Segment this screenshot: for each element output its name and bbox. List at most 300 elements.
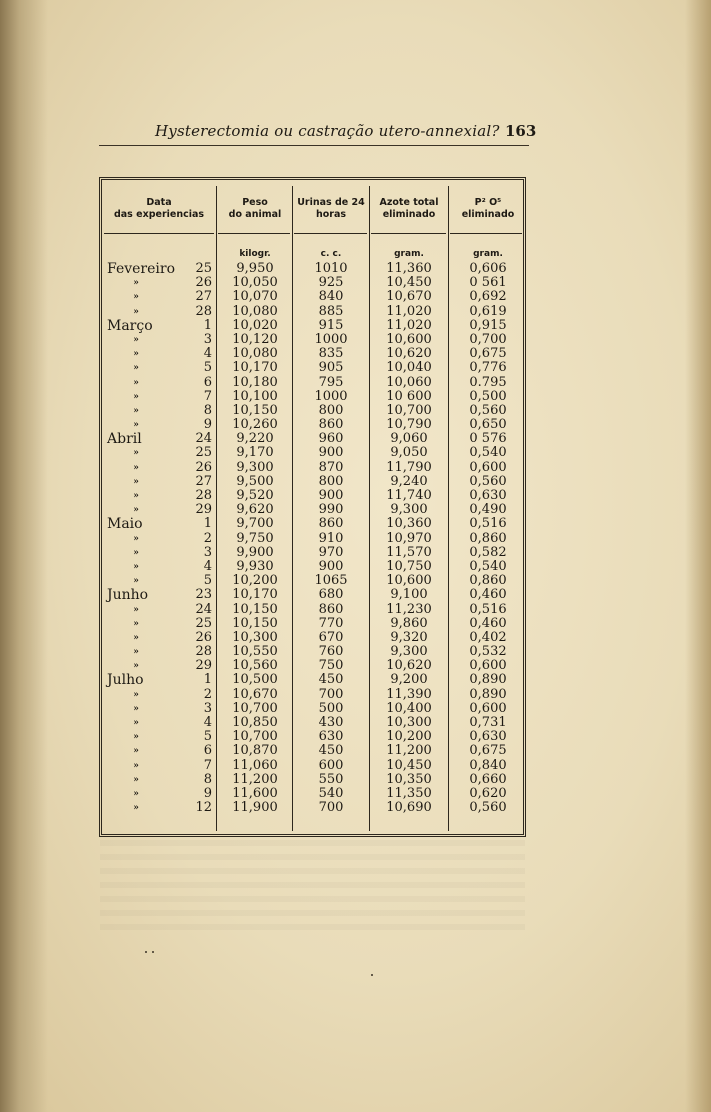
table-cell-peso: 11,900 [232,800,278,816]
table-row [0,688,711,702]
table-cell-azote: 9,300 [390,502,428,518]
table-cell-ditto: » [133,278,139,289]
table-cell-urinas: 670 [318,629,344,645]
table-cell-month: Julho [107,672,144,689]
table-cell-urinas: 860 [318,516,344,532]
table-cell-day: 25 [195,261,212,276]
table-cell-day: 7 [203,757,212,773]
table-row [0,574,711,588]
table-cell-ditto: » [133,561,139,572]
table-cell-day: 28 [195,303,212,319]
table-cell-peso: 10,550 [232,644,278,660]
table-cell-azote: 9,320 [390,629,428,645]
column-header-line: eliminado [461,209,515,220]
paper-speck [371,974,373,976]
column-header-line: do animal [228,209,282,220]
table-cell-ditto: » [133,363,139,374]
table-cell-ditto: » [133,420,139,431]
table-body [0,262,711,815]
table-cell-urinas: 700 [318,686,344,702]
table-cell-day: 28 [195,644,212,660]
table-cell-p2o5: 0,620 [469,785,507,801]
table-cell-peso: 9,750 [236,530,274,546]
table-cell-day: 6 [203,743,212,759]
column-header-p2o5 [450,197,526,221]
table-cell-peso: 9,950 [236,261,274,276]
table-cell-azote: 11,360 [386,261,432,276]
table-cell-p2o5: 0,582 [469,544,507,560]
table-cell-peso: 10,260 [232,417,278,433]
paper-speck [145,951,147,953]
table-cell-ditto: » [133,774,139,785]
table-cell-azote: 9,050 [390,445,428,461]
table-row [0,290,711,304]
table-row [0,631,711,645]
header-underline [104,233,214,234]
table-row [0,446,711,460]
table-cell-p2o5: 0,600 [469,658,507,674]
table-cell-azote: 10,450 [386,757,432,773]
table-cell-p2o5: 0,630 [469,729,507,745]
table-cell-azote: 11,790 [386,459,432,475]
unit-azote: gram. [394,249,424,259]
table-cell-p2o5: 0,860 [469,530,507,546]
table-row [0,773,711,787]
header-underline [371,233,446,234]
table-cell-urinas: 450 [318,672,344,688]
table-row [0,276,711,290]
table-cell-peso: 9,520 [236,488,274,503]
table-cell-p2o5: 0,490 [469,502,507,518]
table-row [0,603,711,617]
table-cell-azote: 10,600 [386,573,432,589]
table-cell-peso: 9,300 [236,459,274,475]
table-cell-day: 5 [203,573,212,589]
table-cell-azote: 10,670 [386,289,432,305]
table-row [0,503,711,517]
table-cell-day: 3 [203,331,212,347]
table-cell-urinas: 1000 [314,388,348,404]
table-cell-ditto: » [133,647,139,658]
column-header-line: Azote total [379,197,439,208]
column-header-line: Urinas de 24 [297,197,365,208]
table-cell-p2o5: 0,500 [469,388,507,404]
table-cell-peso: 10,150 [232,615,278,631]
table-cell-day: 24 [195,431,212,447]
table-cell-day: 8 [203,402,212,418]
table-row [0,333,711,347]
table-cell-p2o5: 0,731 [469,715,507,730]
column-header-line: das experiencias [113,209,205,220]
table-cell-ditto: » [133,505,139,516]
unit-p2o5: gram. [473,249,503,259]
column-header-data [104,197,214,221]
table-cell-peso: 10,850 [232,715,278,730]
table-cell-ditto: » [133,746,139,757]
table-row [0,517,711,531]
table-cell-day: 26 [195,629,212,645]
table-cell-p2o5: 0,890 [469,672,507,688]
table-cell-peso: 11,200 [232,771,278,787]
table-cell-urinas: 835 [318,346,344,362]
table-row [0,702,711,716]
table-cell-urinas: 870 [318,459,344,475]
table-cell-urinas: 990 [318,502,344,518]
table-cell-peso: 10,100 [232,388,278,404]
table-row [0,716,711,730]
table-cell-azote: 9,100 [390,587,428,603]
table-cell-ditto: » [133,803,139,814]
table-cell-p2o5: 0,560 [469,402,507,418]
table-cell-urinas: 800 [318,402,344,418]
table-cell-azote: 10 600 [386,388,432,404]
table-cell-peso: 9,900 [236,544,274,560]
table-cell-p2o5: 0,460 [469,615,507,631]
table-cell-urinas: 1010 [314,261,348,276]
header-underline [450,233,522,234]
table-cell-day: 27 [195,289,212,305]
table-cell-month: Maio [107,516,143,533]
table-cell-azote: 10,350 [386,771,432,787]
table-cell-urinas: 540 [318,785,344,801]
table-cell-p2o5: 0,776 [469,360,507,376]
table-cell-urinas: 925 [318,275,344,291]
table-cell-peso: 10,700 [232,700,278,716]
table-cell-day: 5 [203,729,212,745]
table-cell-azote: 9,240 [390,473,428,489]
table-cell-peso: 10,150 [232,601,278,617]
table-cell-p2o5: 0,606 [469,261,507,276]
table-cell-urinas: 1065 [314,573,348,589]
unit-urinas: c. c. [320,249,342,259]
table-cell-azote: 10,040 [386,360,432,376]
table-cell-azote: 10,620 [386,346,432,362]
table-cell-ditto: » [133,533,139,544]
table-cell-urinas: 900 [318,445,344,461]
table-cell-ditto: » [133,576,139,587]
table-cell-day: 29 [195,658,212,674]
table-row [0,361,711,375]
table-cell-p2o5: 0,630 [469,488,507,503]
table-cell-p2o5: 0,540 [469,445,507,461]
table-row [0,673,711,687]
table-cell-urinas: 860 [318,417,344,433]
table-cell-p2o5: 0,516 [469,516,507,532]
table-cell-ditto: » [133,732,139,743]
table-cell-p2o5: 0,915 [469,317,507,333]
table-cell-ditto: » [133,292,139,303]
table-cell-azote: 10,750 [386,558,432,574]
table-cell-day: 12 [195,800,212,816]
table-row [0,546,711,560]
table-cell-ditto: » [133,760,139,771]
table-cell-azote: 11,350 [386,785,432,801]
table-cell-peso: 10,180 [232,374,278,390]
table-cell-peso: 10,080 [232,303,278,319]
show-through-text [100,840,525,930]
table-cell-ditto: » [133,491,139,501]
table-cell-ditto: » [133,547,139,558]
table-cell-p2o5: 0,650 [469,417,507,433]
table-cell-urinas: 800 [318,473,344,489]
table-cell-ditto: » [133,689,139,700]
table-cell-urinas: 750 [318,658,344,674]
table-cell-azote: 10,690 [386,800,432,816]
table-cell-peso: 10,870 [232,743,278,759]
table-cell-azote: 11,020 [386,317,432,333]
table-cell-ditto: » [133,632,139,643]
table-cell-urinas: 905 [318,360,344,376]
table-cell-azote: 9,060 [390,431,428,447]
table-cell-peso: 10,560 [232,658,278,674]
table-cell-month: Março [107,317,153,334]
table-cell-day: 1 [203,516,212,532]
column-header-line: eliminado [382,209,436,220]
table-cell-azote: 10,360 [386,516,432,532]
table-row [0,418,711,432]
table-cell-p2o5: 0 561 [469,275,507,291]
table-cell-day: 3 [203,544,212,560]
column-header-line: P² O⁵ [474,197,502,208]
table-cell-urinas: 1000 [314,331,348,347]
table-cell-azote: 11,390 [386,686,432,702]
column-header-line: Peso [242,197,268,208]
unit-peso: kilogr. [239,249,271,259]
table-cell-azote: 10,300 [386,715,432,730]
table-row [0,262,711,276]
table-row [0,659,711,673]
table-cell-day: 26 [195,275,212,291]
table-cell-day: 24 [195,601,212,617]
table-cell-p2o5: 0,675 [469,743,507,759]
header-underline [294,233,367,234]
table-row [0,617,711,631]
table-cell-ditto: » [133,448,139,459]
column-header-line: horas [315,209,347,220]
table-row [0,404,711,418]
table-cell-urinas: 885 [318,303,344,319]
table-cell-urinas: 860 [318,601,344,617]
table-row [0,489,711,503]
table-cell-azote: 9,200 [390,672,428,688]
table-cell-peso: 9,620 [236,502,274,518]
table-cell-day: 27 [195,473,212,489]
table-cell-ditto: » [133,618,139,629]
table-cell-urinas: 630 [318,729,344,745]
column-header-azote [370,197,448,221]
table-cell-urinas: 500 [318,700,344,716]
table-row [0,305,711,319]
table-cell-ditto: » [133,391,139,402]
table-cell-p2o5: 0,840 [469,757,507,773]
table-cell-day: 4 [203,715,212,730]
table-cell-urinas: 680 [318,587,344,603]
table-cell-p2o5: 0,560 [469,473,507,489]
column-header-line: Data [146,197,172,208]
table-row [0,347,711,361]
table-cell-p2o5: 0,600 [469,700,507,716]
table-cell-p2o5: 0,402 [469,629,507,645]
table-cell-azote: 9,300 [390,644,428,660]
table-cell-peso: 10,020 [232,317,278,333]
table-cell-day: 1 [203,317,212,333]
table-cell-day: 9 [203,417,212,433]
running-head: Hysterectomia ou castração utero-annexial? [155,122,500,140]
table-cell-day: 6 [203,374,212,390]
table-cell-p2o5: 0,460 [469,587,507,603]
table-cell-azote: 10,060 [386,374,432,390]
table-cell-peso: 9,930 [236,558,274,574]
table-cell-ditto: » [133,476,139,487]
table-cell-urinas: 700 [318,800,344,816]
table-cell-urinas: 970 [318,544,344,560]
table-cell-peso: 9,220 [236,431,274,447]
table-cell-azote: 10,600 [386,331,432,347]
table-cell-day: 1 [203,672,212,688]
table-cell-day: 25 [195,445,212,461]
table-cell-p2o5: 0,560 [469,800,507,816]
table-row [0,532,711,546]
table-cell-ditto: » [133,604,139,615]
table-cell-urinas: 770 [318,615,344,631]
table-cell-ditto: » [133,661,139,672]
header-rule [99,145,529,146]
table-cell-azote: 11,230 [386,601,432,617]
page-number: 163 [505,122,537,140]
table-row [0,787,711,801]
table-row [0,376,711,390]
table-row [0,560,711,574]
table-cell-urinas: 915 [318,317,344,333]
table-cell-peso: 10,670 [232,686,278,702]
paper-speck [152,951,154,953]
table-cell-ditto: » [133,334,139,345]
table-cell-urinas: 900 [318,558,344,574]
table-cell-urinas: 450 [318,743,344,759]
table-cell-p2o5: 0,619 [469,303,507,319]
table-cell-azote: 11,200 [386,743,432,759]
table-cell-urinas: 960 [318,431,344,447]
table-row [0,432,711,446]
table-cell-p2o5: 0,516 [469,601,507,617]
table-cell-peso: 10,120 [232,331,278,347]
table-cell-ditto: » [133,718,139,728]
table-cell-peso: 10,070 [232,289,278,305]
table-row [0,319,711,333]
table-cell-peso: 10,300 [232,629,278,645]
table-cell-azote: 9,860 [390,615,428,631]
table-cell-azote: 11,740 [386,488,432,503]
table-cell-peso: 10,170 [232,360,278,376]
table-cell-urinas: 600 [318,757,344,773]
table-cell-azote: 10,970 [386,530,432,546]
table-cell-peso: 10,050 [232,275,278,291]
table-cell-p2o5: 0,532 [469,644,507,660]
table-cell-ditto: » [133,377,139,388]
table-row [0,588,711,602]
table-cell-azote: 10,620 [386,658,432,674]
header-underline [218,233,290,234]
table-cell-month: Fevereiro [107,261,176,277]
table-cell-azote: 10,200 [386,729,432,745]
table-cell-day: 28 [195,488,212,503]
table-cell-urinas: 900 [318,488,344,503]
table-cell-peso: 10,170 [232,587,278,603]
table-cell-p2o5: 0,692 [469,289,507,305]
table-cell-day: 2 [203,686,212,702]
table-cell-ditto: » [133,349,139,360]
table-cell-peso: 10,150 [232,402,278,418]
table-cell-urinas: 910 [318,530,344,546]
table-cell-p2o5: 0,890 [469,686,507,702]
table-cell-month: Abril [107,431,142,448]
table-row [0,475,711,489]
table-cell-azote: 10,450 [386,275,432,291]
table-cell-peso: 10,500 [232,672,278,688]
table-cell-p2o5: 0,660 [469,771,507,787]
table-row [0,390,711,404]
table-row [0,759,711,773]
table-cell-ditto: » [133,462,139,473]
table-cell-urinas: 550 [318,771,344,787]
table-cell-day: 26 [195,459,212,475]
table-cell-azote: 10,700 [386,402,432,418]
table-cell-p2o5: 0,675 [469,346,507,362]
table-cell-p2o5: 0,860 [469,573,507,589]
table-cell-p2o5: 0 576 [469,431,507,447]
table-cell-ditto: » [133,788,139,799]
table-cell-day: 4 [203,346,212,362]
table-cell-peso: 9,700 [236,516,274,532]
table-cell-peso: 10,700 [232,729,278,745]
table-cell-day: 23 [195,587,212,603]
table-cell-p2o5: 0.795 [469,374,507,390]
table-cell-p2o5: 0,540 [469,558,507,574]
table-row [0,744,711,758]
table-cell-p2o5: 0,700 [469,331,507,347]
table-cell-peso: 9,170 [236,445,274,461]
table-cell-day: 7 [203,388,212,404]
column-header-urinas [294,197,368,221]
column-header-peso [218,197,292,221]
table-cell-azote: 11,020 [386,303,432,319]
table-cell-urinas: 430 [318,715,344,730]
table-cell-day: 3 [203,700,212,716]
table-cell-urinas: 795 [318,374,344,390]
table-cell-peso: 11,600 [232,785,278,801]
table-cell-day: 5 [203,360,212,376]
table-cell-azote: 10,790 [386,417,432,433]
table-row [0,461,711,475]
table-cell-p2o5: 0,600 [469,459,507,475]
table-cell-peso: 9,500 [236,473,274,489]
table-cell-day: 2 [203,530,212,546]
table-row [0,730,711,744]
table-cell-azote: 10,400 [386,700,432,716]
table-cell-month: Junho [107,587,149,604]
table-cell-day: 9 [203,785,212,801]
table-cell-azote: 11,570 [386,544,432,560]
table-cell-ditto: » [133,306,139,317]
table-cell-day: 4 [203,558,212,574]
table-cell-urinas: 840 [318,289,344,305]
table-cell-ditto: » [133,703,139,714]
table-cell-day: 29 [195,502,212,518]
table-row [0,645,711,659]
table-cell-peso: 10,200 [232,573,278,589]
table-cell-peso: 10,080 [232,346,278,362]
table-cell-ditto: » [133,405,139,416]
